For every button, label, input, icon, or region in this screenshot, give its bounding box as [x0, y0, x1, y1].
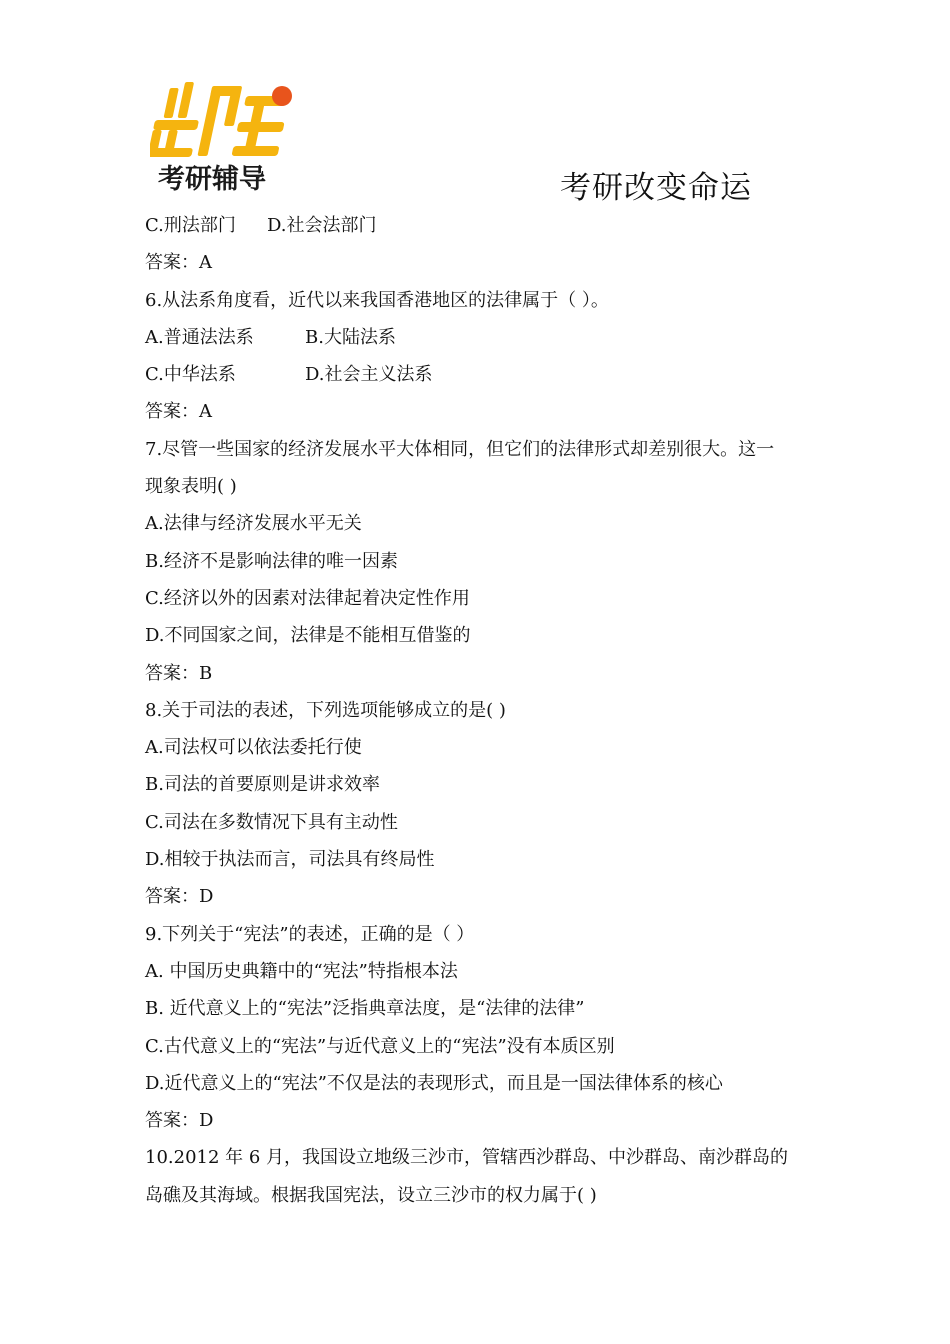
q9-option-c: C.古代意义上的“宪法”与近代意义上的“宪法”没有本质区别: [145, 1035, 615, 1057]
q6-option-d: D.社会主义法系: [305, 364, 433, 386]
q10-stem-line1: 10.2012 年 6 月，我国设立地级三沙市，管辖西沙群岛、中沙群岛、南沙群岛的: [145, 1147, 789, 1169]
q6-option-b: B.大陆法系: [305, 326, 396, 348]
q5-answer: 答案：A: [145, 252, 212, 274]
q8-option-d: D.相较于执法而言，司法具有终局性: [145, 849, 435, 871]
q8-option-b: B.司法的首要原则是讲求效率: [145, 774, 380, 796]
q6-answer: 答案：A: [145, 401, 212, 423]
q6-option-a: A.普通法法系: [145, 326, 254, 348]
logo-dot: [272, 86, 292, 106]
q7-stem-line2: 现象表明( ): [145, 476, 237, 498]
q9-option-a: A. 中国历史典籍中的“宪法”特指根本法: [145, 960, 458, 982]
q9-answer: 答案：D: [145, 1110, 214, 1132]
logo-graphic: [150, 78, 300, 196]
q5-options-cd: [145, 212, 815, 249]
q6-option-c: C.中华法系: [145, 364, 236, 386]
q6-options-ab: [145, 324, 815, 361]
q10-stem-line2: 岛礁及其海域。根据我国宪法，设立三沙市的权力属于( ): [145, 1184, 597, 1206]
q7-option-d: D.不同国家之间，法律是不能相互借鉴的: [145, 625, 471, 647]
document-body: [145, 212, 815, 1219]
q8-stem: 8.关于司法的表述，下列选项能够成立的是( ): [145, 699, 506, 721]
q7-stem-line1: 7.尽管一些国家的经济发展水平大体相同，但它们的法律形式却差别很大。这一: [145, 438, 775, 460]
q6-stem: 6.从法系角度看，近代以来我国香港地区的法律属于（ ）。: [145, 289, 609, 311]
q5-option-d: D.社会法部门: [267, 215, 377, 236]
slogan: 考研改变命运: [560, 170, 752, 206]
q6-options-cd: [145, 361, 815, 398]
q7-option-a: A.法律与经济发展水平无关: [145, 513, 362, 535]
q8-option-a: A.司法权可以依法委托行使: [145, 737, 362, 759]
q9-option-d: D.近代意义上的“宪法”不仅是法的表现形式，而且是一国法律体系的核心: [145, 1072, 723, 1094]
kaicheng-logo: [150, 78, 300, 196]
q8-option-c: C.司法在多数情况下具有主动性: [145, 811, 398, 833]
q7-option-b: B.经济不是影响法律的唯一因素: [145, 550, 398, 572]
q5-option-c: C.刑法部门: [145, 215, 236, 236]
logo-subtitle: 考研辅导: [158, 164, 266, 195]
q7-answer: 答案：B: [145, 662, 213, 684]
q9-stem: 9.下列关于“宪法”的表述，正确的是（ ）: [145, 923, 475, 945]
q8-answer: 答案：D: [145, 886, 214, 908]
q7-option-c: C.经济以外的因素对法律起着决定性作用: [145, 587, 470, 609]
q9-option-b: B. 近代意义上的“宪法”泛指典章法度，是“法律的法律”: [145, 998, 585, 1020]
